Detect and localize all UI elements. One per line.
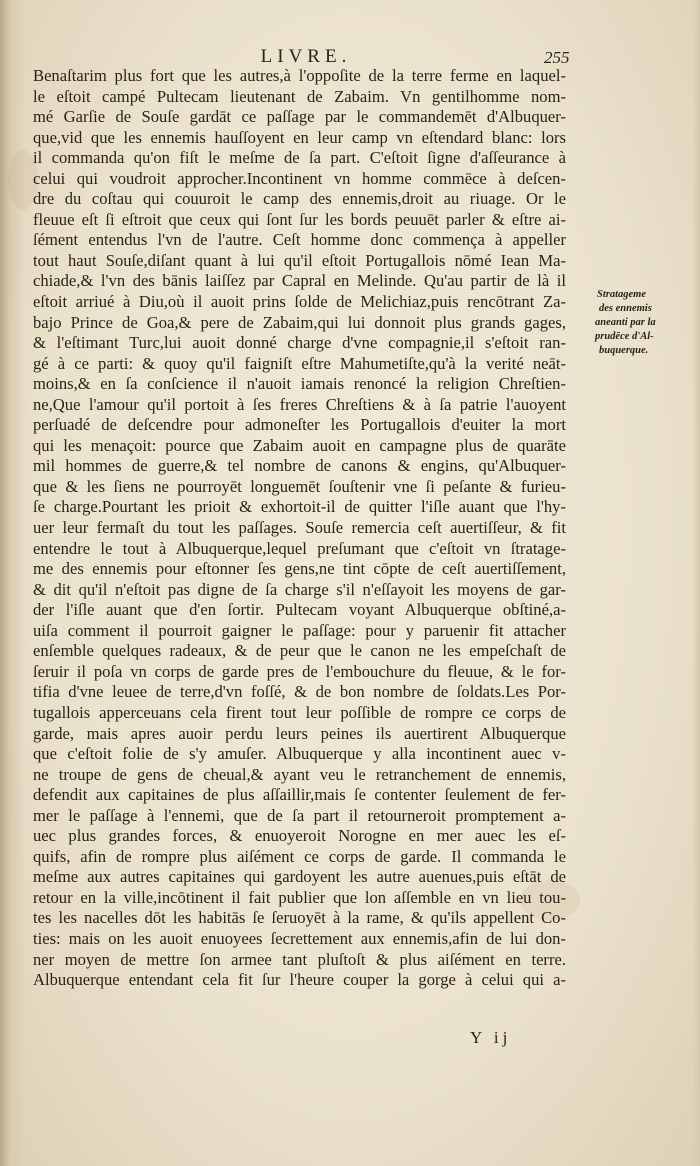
running-head: LIVRE.	[260, 46, 352, 67]
marginal-note-line: buquerque.	[599, 345, 649, 356]
marginal-note-line: prudēce d'Al-	[595, 331, 654, 342]
marginal-note-line: Stratageme	[597, 289, 646, 300]
folio-number: 255	[544, 48, 570, 67]
text-line: ſe charge.Pourtant les prioit & exhortoit-il de quitter l'iſle auant que l'hy-	[33, 497, 566, 517]
signature-mark: Y ij	[470, 1028, 512, 1047]
text-line: ſément entendus l'vn de l'autre. Ceſt homme donc commença à appeller	[33, 230, 566, 250]
text-line: Benaſtarim plus fort que les autres,à l'oppoſite de la terre ferme en laquel-	[33, 66, 566, 85]
text-line: moins,& en ſa conſcience il n'auoit iamais renoncé la religion Chreſtien-	[33, 374, 566, 394]
text-line: tout haut Souſe,diſant quant à lui qu'il eſtoit Portugallois nōmé Iean Ma-	[33, 250, 566, 270]
text-line: que c'eſtoit folie de s'y amuſer. Albuquerque y alla incontinent auec v-	[33, 744, 566, 764]
text-line: enſemble quelques radeaux, & de peur que le canon ne les empeſchaſt de	[33, 641, 566, 661]
text-line: que & les ſiens ne pourroyēt longuemēt ſouſtenir vne ſi peſante & furieu-	[33, 476, 566, 496]
text-line: eſtoit arriué à Diu,où il auoit prins ſolde de Melichiaz,puis rencōtrant Za-	[33, 292, 566, 312]
text-line: ner moyen de mettre ſon armee tant pluſtoſt & plus aiſément en terre.	[33, 949, 566, 969]
text-line: perſuadé de deſcendre pour admoneſter les Portugallois d'euiter la mort	[33, 415, 566, 435]
text-line: uiſa comment il pourroit gaigner le paſſage: pour y paruenir fit attacher	[33, 620, 566, 640]
text-line: fleuue eſt ſi eſtroit que ceux qui ſont ſur les bords peuuēt parler & eſtre ai-	[33, 209, 566, 229]
text-line: & l'eſtimant Turc,lui auoit donné charge d'vne compagnie,il s'eſtoit ran-	[33, 333, 566, 353]
text-line: que,vid que les ennemis hauſſoyent en leur camp vn eſtendard blanc: lors	[33, 127, 566, 147]
text-line: ſeruir il poſa vn corps de garde pres de l'embouchure du fleuue, & le for-	[33, 661, 566, 681]
text-line: mer le paſſage à l'ennemi, que de ſa part il retourneroit promptement a-	[33, 805, 566, 825]
text-line: ne troupe de gens de cheual,& ayant veu le retranchement de ennemis,	[33, 764, 566, 784]
text-line: celui qui voudroit approcher.Incontinent vn homme commēce à deſcen-	[33, 168, 566, 188]
text-line: ne,Que l'amour qu'il portoit à ſes freres Chreſtiens & à ſa patrie l'auoyent	[33, 394, 566, 414]
text-line: tifia d'vne leuee de terre,d'vn foſſé, & de bon nombre de ſoldats.Les Por-	[33, 682, 566, 702]
marginal-note-line: aneanti par la	[595, 317, 656, 328]
page-edge	[692, 0, 700, 1166]
text-line: Albuquerque entendant cela fit ſur l'heure couper la gorge à celui qui a-	[33, 970, 566, 990]
text-line: uec plus grandes forces, & enuoyeroit Norogne en mer auec les eſ-	[33, 826, 566, 846]
text-line: entendre le tout à Albuquerque,lequel preſumant que c'eſtoit vn ſtratage-	[33, 538, 566, 558]
text-line: gé à ce parti: & quoy qu'il faigniſt eſtre Mahumetiſte,qu'à la verité neāt-	[33, 353, 566, 373]
text-line: uer leur fermaſt du tout les paſſages. Souſe remercia ceſt auertiſſeur, & fit	[33, 518, 566, 538]
text-line: dre du coſtau qui couuroit le camp des ennemis,droit au riuage. Or le	[33, 189, 566, 209]
text-line: tugallois apperceuans cela firent tout leur poſſible de rompre ce corps de	[33, 702, 566, 722]
text-line: retour en la ville,incōtinent il fait publier que lon aſſemble en vn lieu tou-	[33, 887, 566, 907]
text-line: tes les nacelles dōt les habitās ſe ſeruoyēt à la rame, & qu'ils appellent Co-	[33, 908, 566, 928]
text-line: ties: mais on les auoit enuoyees ſecrettement aux ennemis,afin de lui don-	[33, 928, 566, 948]
text-line: garde, mais apres auoir perdu leurs peines ils auertirent Albuquerque	[33, 723, 566, 743]
body-text	[33, 66, 566, 991]
text-line: bajo Prince de Goa,& pere de Zabaim,qui lui donnoit plus grands gages,	[33, 312, 566, 332]
text-line: le eſtoit campé Pultecam lieutenant de Zabaim. Vn gentilhomme nom-	[33, 86, 566, 106]
text-line: me des ennemis pour eſtonner ſes gens,ne tint cōpte de ceſt auertiſſement,	[33, 559, 566, 579]
text-line: il commanda qu'on fiſt le meſme de ſa part. C'eſtoit ſigne d'aſſeurance à	[33, 148, 566, 168]
text-line: mé Garſie de Souſe gardāt ce paſſage par le commandemēt d'Albuquer-	[33, 107, 566, 127]
text-line: meſme aux autres capitaines qui gardoyent les autre auenues,puis eſtāt de	[33, 867, 566, 887]
text-line: mil hommes de guerre,& tel nombre de canons & engins, qu'Albuquer-	[33, 456, 566, 476]
text-line: qui les menaçoit: pource que Zabaim auoit en campagne plus de quarāte	[33, 435, 566, 455]
text-line: defendit aux capitaines de plus aſſaillir,mais ſe contenter ſeulement de fer-	[33, 785, 566, 805]
marginal-note	[595, 288, 695, 358]
text-line: chiade,& l'vn des bānis laiſſez par Capral en Melinde. Qu'au partir de là il	[33, 271, 566, 291]
text-line: quifs, afin de rompre plus aiſément ce corps de garde. Il commanda le	[33, 846, 566, 866]
marginal-note-line: des ennemis	[599, 303, 652, 314]
text-line: der l'iſle auant que d'en ſortir. Pultecam voyant Albuquerque obſtiné,a-	[33, 600, 566, 620]
text-line: & dit qu'il n'eſtoit pas digne de ſa charge s'il n'eſſayoit les moyens de gar-	[33, 579, 566, 599]
